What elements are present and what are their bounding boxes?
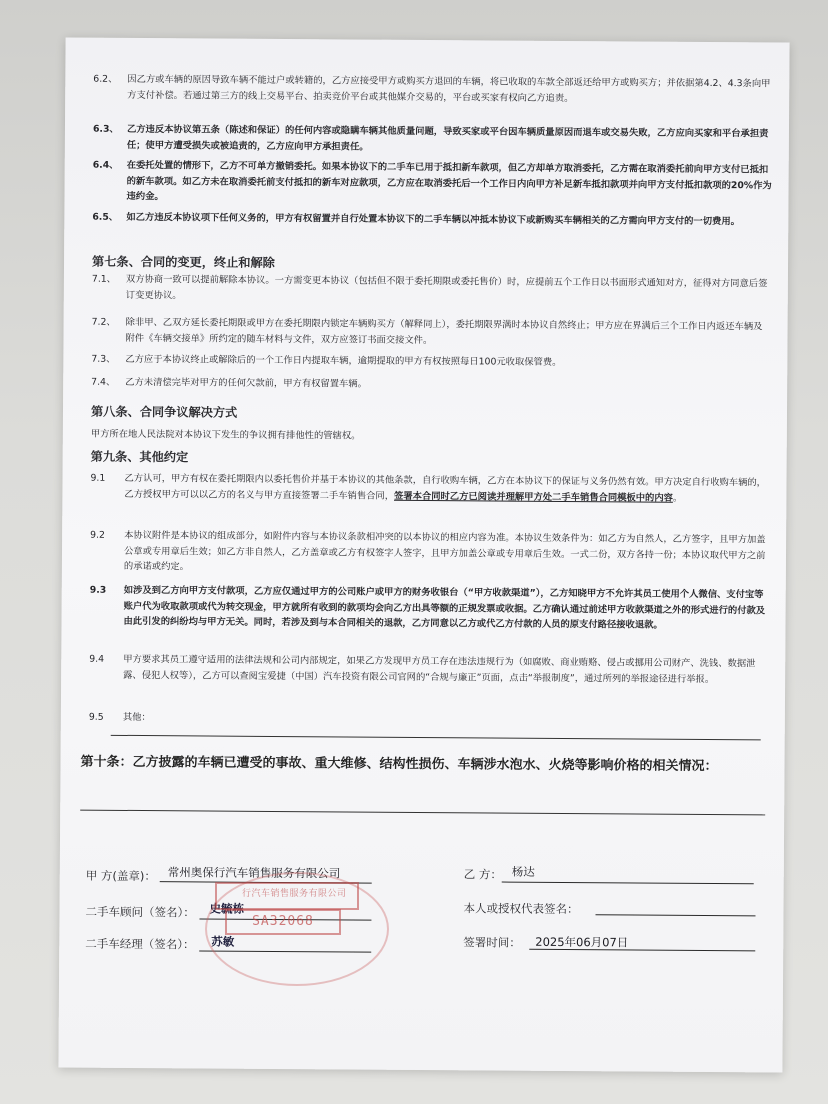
clause-text: 其他： <box>122 711 151 724</box>
clause-7-3 <box>91 352 771 372</box>
clause-number: 7.4、 <box>91 376 116 388</box>
manager-label: 二手车经理（签名）： <box>85 936 195 952</box>
clause-text: 本协议附件是本协议的组成部分，如附件内容与本协议条款相冲突的以本协议的相应内容为准。本协议生效条件为：如乙方为自然人，乙方签字，且甲方加盖公章或专用章后生效；如乙方非自然人，乙方盖章或乙方有权签字人签字，且甲方加盖公章或专用章后生效。一式二份，双方各持一份；本协议取代甲方之前的承诺或约定。 <box>123 529 766 573</box>
clause-number: 9.5 <box>88 711 104 723</box>
contract-page <box>58 37 789 1072</box>
clause-text: 乙方违反本协议第五条（陈述和保证）的任何内容或隐瞒车辆其他质量问题，导致买家或平台因车辆质量原因而退车或交易失败，乙方应向买家和平台承担责任；使甲方遭受损失或被追责的，乙方应向甲方承担责任。 <box>126 123 769 153</box>
date-value: 2025年06月07日 <box>535 934 629 950</box>
clause-number: 6.3、 <box>92 123 119 135</box>
date-label: 签署时间： <box>463 935 521 950</box>
clause-number: 6.5、 <box>92 211 119 223</box>
party-b-value: 杨达 <box>511 864 535 879</box>
clause-9-1-text: 乙方认可，甲方有权在委托期限内以委托售价并基于本协议的其他条款，自行收购车辆，乙方在本协议下的保证与义务仍然有效。甲方决定自行收购车辆的，乙方授权甲方可以以乙方的名义与甲方直接签署二手车销售合同， <box>124 472 767 502</box>
clause-number: 9.2 <box>90 529 105 541</box>
clause-9-1-end: 。 <box>672 492 683 504</box>
clause-text: 乙方应于本协议终止或解除后的一个工作日内提取车辆，逾期提取的甲方有权按照每日100元收取保管费。 <box>125 353 562 368</box>
advisor-label: 二手车顾问（签名）： <box>85 904 195 920</box>
clause-7-2 <box>91 315 771 351</box>
clause-number: 7.1、 <box>91 273 117 285</box>
representative-line <box>595 914 755 916</box>
clause-6-4 <box>92 158 772 209</box>
clause-number: 9.1 <box>90 472 106 484</box>
article-8-heading: 第八条、合同争议解决方式 <box>90 404 238 420</box>
party-a-label: 甲 方(盖章)： <box>85 868 156 884</box>
clause-number: 6.2、 <box>93 73 118 85</box>
advisor-signature: 史毓栋 <box>209 901 245 916</box>
seal-company-text: 行汽车销售服务有限公司 <box>242 889 347 899</box>
representative-label: 本人或授权代表签名： <box>463 901 579 917</box>
clause-7-4 <box>91 375 771 395</box>
clause-number: 9.3 <box>89 584 107 596</box>
clause-9-1 <box>90 471 770 507</box>
clause-6-2 <box>93 72 773 108</box>
party-b-line <box>502 882 754 885</box>
clause-9-1-underlined: 签署本合同时乙方已阅读并理解甲方处二手车销售合同模板中的内容 <box>393 490 673 504</box>
clause-9-3 <box>89 583 769 634</box>
party-a-value: 常州奥保行汽车销售服务有限公司 <box>167 865 341 881</box>
clause-text: 在委托处置的情形下，乙方不可单方撤销委托。如果本协议下的二手车已用于抵扣新车款项，但乙方却单方取消委托，乙方需在取消委托前向甲方支付已抵扣的新车款项。如乙方未在取消委托前支付抵扣的新车对应款项，乙方应在取消委托后一个工作日内向甲方补足新车抵扣款项并向甲方支付抵扣款项的20%作为违约金。 <box>126 159 772 203</box>
date-line <box>529 949 755 952</box>
article-7-heading: 第七条、合同的变更，终止和解除 <box>91 254 275 270</box>
clause-number: 9.4 <box>89 653 105 665</box>
article-8-text: 甲方所在地人民法院对本协议下发生的争议拥有排他性的管辖权。 <box>90 428 361 442</box>
clause-text: 如涉及到乙方向甲方支付款项，乙方应仅通过甲方的公司账户或甲方的财务收银台（“甲方收款渠道”），乙方知晓甲方不允许其员工使用个人微信、支付宝等账户代为收取款项或代为转交现金，甲方就所有收到的款项均会向乙方出具等额的正规发票或收据。乙方确认通过前述甲方收款渠道之外的形式进行的付款及由此引发的纠纷均与甲方无关。同时，若涉及到与本合同相关的退款，乙方同意以乙方或代乙方付款的人员的原支付路径接收退款。 <box>123 584 766 631</box>
clause-text: 因乙方或车辆的原因导致车辆不能过户或转籍的，乙方应接受甲方或购买方退回的车辆，将已收取的车款全部返还给甲方或购买方；并依据第4.2、4.3条向甲方支付补偿。若通过第三方的线上交易平台、拍卖竞价平台或其他媒介交易的，平台或买家有权向乙方追责。 <box>127 73 771 104</box>
clause-9-2 <box>90 528 770 579</box>
party-b-label: 乙 方： <box>463 867 502 882</box>
clause-6-5 <box>92 210 772 230</box>
clause-number: 7.3、 <box>91 353 116 365</box>
clause-9-5 <box>89 710 769 730</box>
clause-6-3 <box>93 122 773 158</box>
seal-code: SA32068 <box>225 909 341 935</box>
clause-text: 双方协商一致可以提前解除本协议。一方需变更本协议（包括但不限于委托期限或委托售价）时，应提前五个工作日以书面形式通知对方，征得对方同意后签订变更协议。 <box>125 273 768 301</box>
clause-text: 如乙方违反本协议项下任何义务的，甲方有权留置并自行处置本协议下的二手车辆以冲抵本协议下或新购买车辆相关的乙方需向甲方支付的一切费用。 <box>126 211 740 228</box>
clause-text: 除非甲、乙双方延长委托期限或甲方在委托期限内锁定车辆购买方（解释同上），委托期限界满时本协议自然终止；甲方应在界满后三个工作日内返还车辆及附件《车辆交接单》所约定的随车材料与文件，双方应签订书面交接文件。 <box>125 316 763 346</box>
article-10-heading: 第十条：乙方披露的车辆已遭受的事故、重大维修、结构性损伤、车辆涉水泡水、火烧等影响价格的相关情况： <box>80 754 718 775</box>
clause-9-4 <box>89 652 769 688</box>
article-10-line <box>80 810 765 816</box>
other-terms-line <box>111 735 761 741</box>
clause-text: 甲方要求其员工遵守适用的法律法规和公司内部规定，如果乙方发现甲方员工存在违法违规行为（如腐败、商业贿赂、侵占或挪用公司财产、洗钱、数据泄露、侵犯人权等），乙方可以查阅宝爱捷（中国）汽车投资有限公司官网的“合规与廉正”页面，点击“举报制度”，通过所列的举报途径进行举报。 <box>123 653 756 685</box>
clause-text: 乙方未清偿完毕对甲方的任何欠款前，甲方有权留置车辆。 <box>125 376 367 390</box>
clause-7-1 <box>92 272 772 308</box>
clause-text <box>124 471 770 507</box>
article-9-heading: 第九条、其他约定 <box>90 449 189 465</box>
clause-number: 6.4、 <box>92 159 119 171</box>
clause-number: 7.2、 <box>91 316 116 328</box>
manager-signature: 苏敏 <box>211 934 235 949</box>
